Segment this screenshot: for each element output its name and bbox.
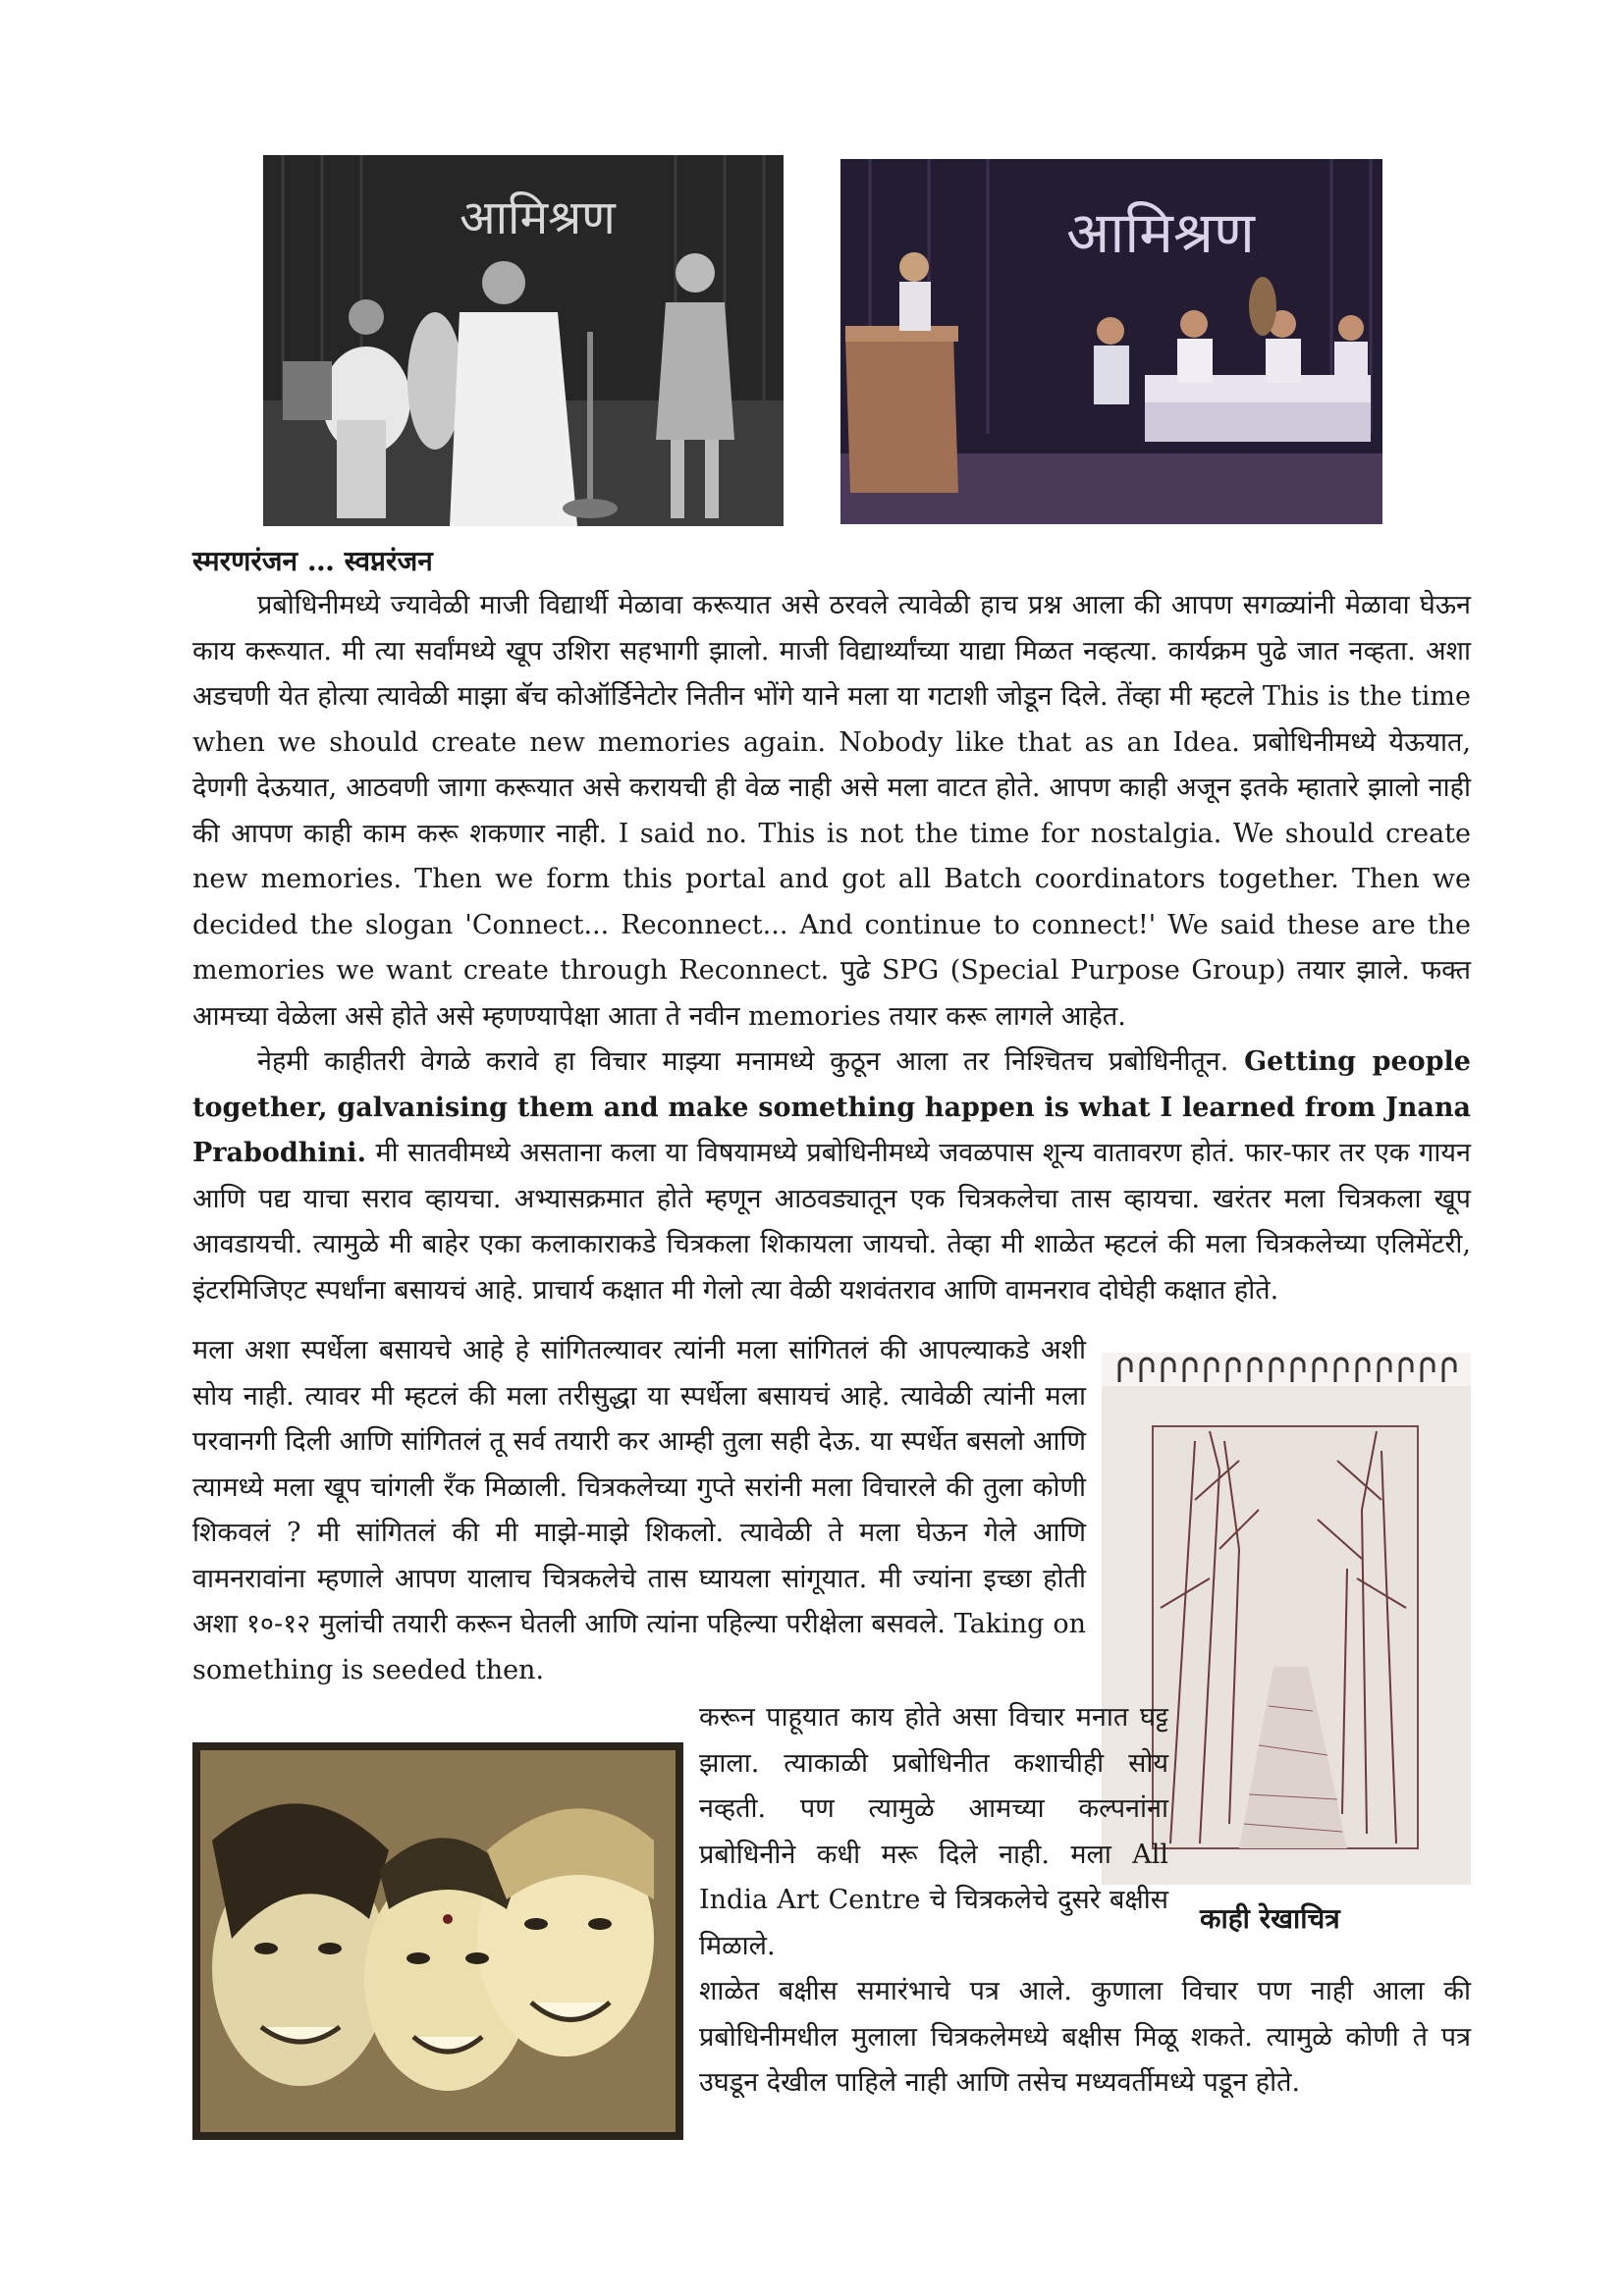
- paragraph-art-beginnings: [192, 1040, 1471, 1313]
- paragraph-art-rest: मी सातवीमध्ये असताना कला या विषयामध्ये प्रबोधिनीमध्ये जवळपास शून्य वातावरण होतं. फार-फार तर एक गायन आणि पद्य याचा सराव व्हायचा. अभ्यासक्रमात होते म्हणून आठवड्यातून एक चित्रकलेचा तास व्हायचा. खरंतर मला चित्रकला खूप आवडायची. त्यामुळे मी बाहेर एका कलाकाराकडे चित्रकला शिकायला जायचो. तेव्हा मी शाळेत म्हटलं की मला चित्रकलेच्या एलिमेंटरी, इंटरमिजिएट स्पर्धांना बसायचं आहे. प्राचार्य कक्षात मी गेलो त्या वेळी यशवंतराव आणि वामनराव दोघेही कक्षात होते.: [192, 1138, 1471, 1306]
- stage-lamp-lighting-photo: [263, 155, 784, 526]
- stage-banner-text: आमिश्रण: [460, 190, 616, 245]
- paragraph-competition: मला अशा स्पर्धेला बसायचे आहे हे सांगितल्यावर त्यांनी मला सांगितलं की आपल्याकडे अशी सोय नाही. त्यावर मी म्हटलं की मला तरीसुद्धा या स्पर्धेला बसायचं आहे. त्यावेळी त्यांनी मला परवानगी दिली आणि सांगितलं तू सर्व तयारी कर आम्ही तुला सही देऊ. या स्पर्धेत बसलो आणि त्यामध्ये मला खूप चांगली रँक मिळाली. चित्रकलेच्या गुप्ते सरांनी मला विचारले की तुला कोणी शिकवलं ? मी सांगितलं की मी माझे-माझे शिकलो. त्यावेळी ते मला घेऊन गेले आणि वामनरावांना म्हणाले आपण यालाच चित्रकलेचे तास घ्यायला सांगूयात. मी ज्यांना इच्छा होती अशा १०-१२ मुलांची तयारी करून घेतली आणि त्यांना पहिल्या परीक्षेला बसवले. Taking on something is seeded then.: [192, 1335, 1086, 1685]
- section-heading: स्मरणरंजन … स्वप्नरंजन: [192, 545, 433, 577]
- art-centre-text-block: [699, 1695, 1168, 1969]
- competition-text-block: [192, 1328, 1086, 1693]
- sketch-caption: काही रेखाचित्र: [1200, 1902, 1340, 1935]
- stage-panel-photo: [840, 159, 1382, 524]
- paragraph-prize-letter: शाळेत बक्षीस समारंभाचे पत्र आले. कुणाला विचार पण नाही आला की प्रबोधिनीमधील मुलाला चित्रकलेमध्ये बक्षीस मिळू शकते. त्यामुळे कोणी ते पत्र उघडून देखील पाहिले नाही आणि तसेच मध्यवर्तीमध्ये पडून होते.: [699, 1976, 1471, 2098]
- bold-quote: Getting people together, galvanising them and make something happen is what I learned from Jnana Prabodhini.: [192, 1046, 1471, 1168]
- intro-text-block: [192, 583, 1471, 1313]
- stage-banner-text: आमिश्रण: [1066, 199, 1255, 266]
- paragraph-art-start: नेहमी काहीतरी वेगळे करावे हा विचार माझ्या मनामध्ये कुठून आला तर निश्चितच प्रबोधिनीतून.: [257, 1046, 1229, 1077]
- paragraph-reconnect: प्रबोधिनीमध्ये ज्यावेळी माजी विद्यार्थी मेळावा करूयात असे ठरवले त्यावेळी हाच प्रश्न आला की आपण सगळ्यांनी मेळावा घेऊन काय करूयात. मी त्या सर्वांमध्ये खूप उशिरा सहभागी झालो. माजी विद्यार्थ्यांच्या याद्या मिळत नव्हत्या. कार्यक्रम पुढे जात नव्हता. अशा अडचणी येत होत्या त्यावेळी माझा बॅच कोऑर्डिनेटोर नितीन भोंगे याने मला या गटाशी जोडून दिले. तेंव्हा मी म्हटले This is the time when we should create new memories again. Nobody like that as an Idea. प्रबोधिनीमध्ये येऊयात, देणगी देऊयात, आठवणी जागा करूयात असे करायची ही वेळ नाही असे मला वाटत होते. आपण काही अजून इतके म्हातारे झालो नाही की आपण काही काम करू शकणार नाही. I said no. This is not the time for nostalgia. We should create new memories. Then we form this portal and got all Batch coordinators together. Then we decided the slogan 'Connect... Reconnect... And continue to connect!' We said these are the memories we want create through Reconnect. पुढे SPG (Special Purpose Group) तयार झाले. फक्त आमच्या वेळेला असे होते असे म्हणण्यापेक्षा आता ते नवीन memories तयार करू लागले आहेत.: [192, 590, 1471, 1032]
- paragraph-art-centre: करून पाहूयात काय होते असा विचार मनात घट्ट झाला. त्याकाळी प्रबोधिनीत कशाचीही सोय नव्हती. पण त्यामुळे आमच्या कल्पनांना प्रबोधिनीने कधी मरू दिले नाही. मला All India Art Centre चे चित्रकलेचे दुसरे बक्षीस मिळाले.: [699, 1702, 1168, 1961]
- prize-letter-text-block: [699, 1969, 1471, 2107]
- three-faces-portrait-drawing: [192, 1742, 683, 2140]
